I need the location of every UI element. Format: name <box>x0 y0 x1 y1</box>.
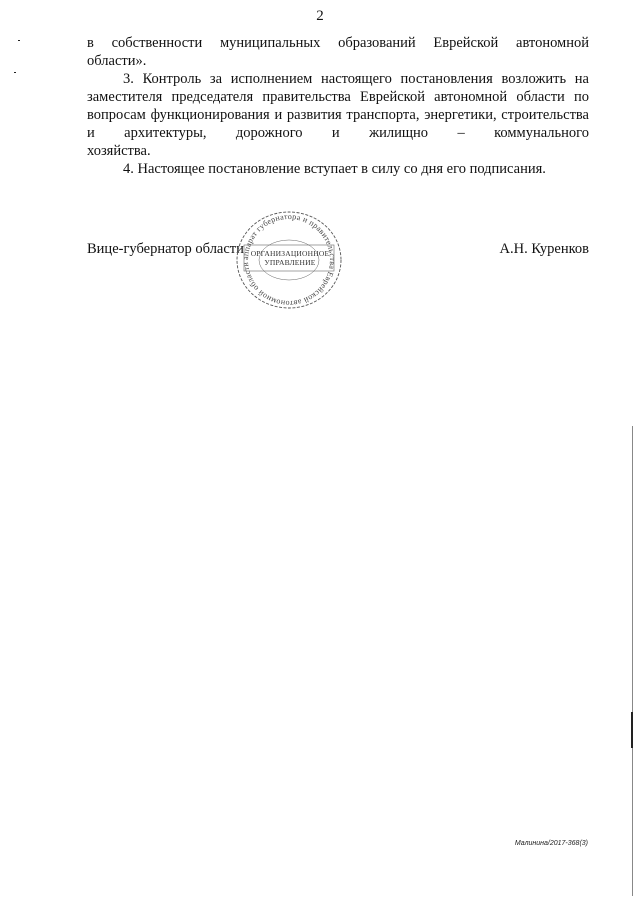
signatory-title: Вице-губернатор области <box>87 241 244 257</box>
stamp-center-line-1: ОРГАНИЗАЦИОННОЕ <box>250 249 330 258</box>
footer-code: Малинина/2017-368(3) <box>514 840 588 847</box>
signatory-name: А.Н. Куренков <box>499 241 589 257</box>
scan-speck-2 <box>14 72 16 73</box>
stamp-ring-text: аппарат губернатора и правительства Еврейской автономной области <box>240 211 338 309</box>
scan-edge-line <box>632 426 633 896</box>
document-body <box>87 34 589 178</box>
scan-speck-1 <box>18 40 20 41</box>
paragraph-4: 4. Настоящее постановление вступает в силу со дня его подписания. <box>123 161 546 177</box>
paragraph-1-line-1: в собственности муниципальных образований Еврейской автономной <box>87 35 589 51</box>
page-number: 2 <box>316 8 324 24</box>
stamp-center-text <box>245 249 335 267</box>
paragraph-1-line-2: области». <box>87 53 147 69</box>
paragraph-3-tail: хозяйства. <box>87 143 151 159</box>
scan-edge-mark <box>631 712 633 748</box>
paragraph-3: 3. Контроль за исполнением настоящего постановления возложить на заместителя председателя правительства Еврейской автономной области по вопросам функционирования и развития транспорта, энергетики, строительства и архитектуры, дорожного и жилищно – коммунального <box>87 71 589 141</box>
stamp-center-line-2: УПРАВЛЕНИЕ <box>264 258 316 267</box>
